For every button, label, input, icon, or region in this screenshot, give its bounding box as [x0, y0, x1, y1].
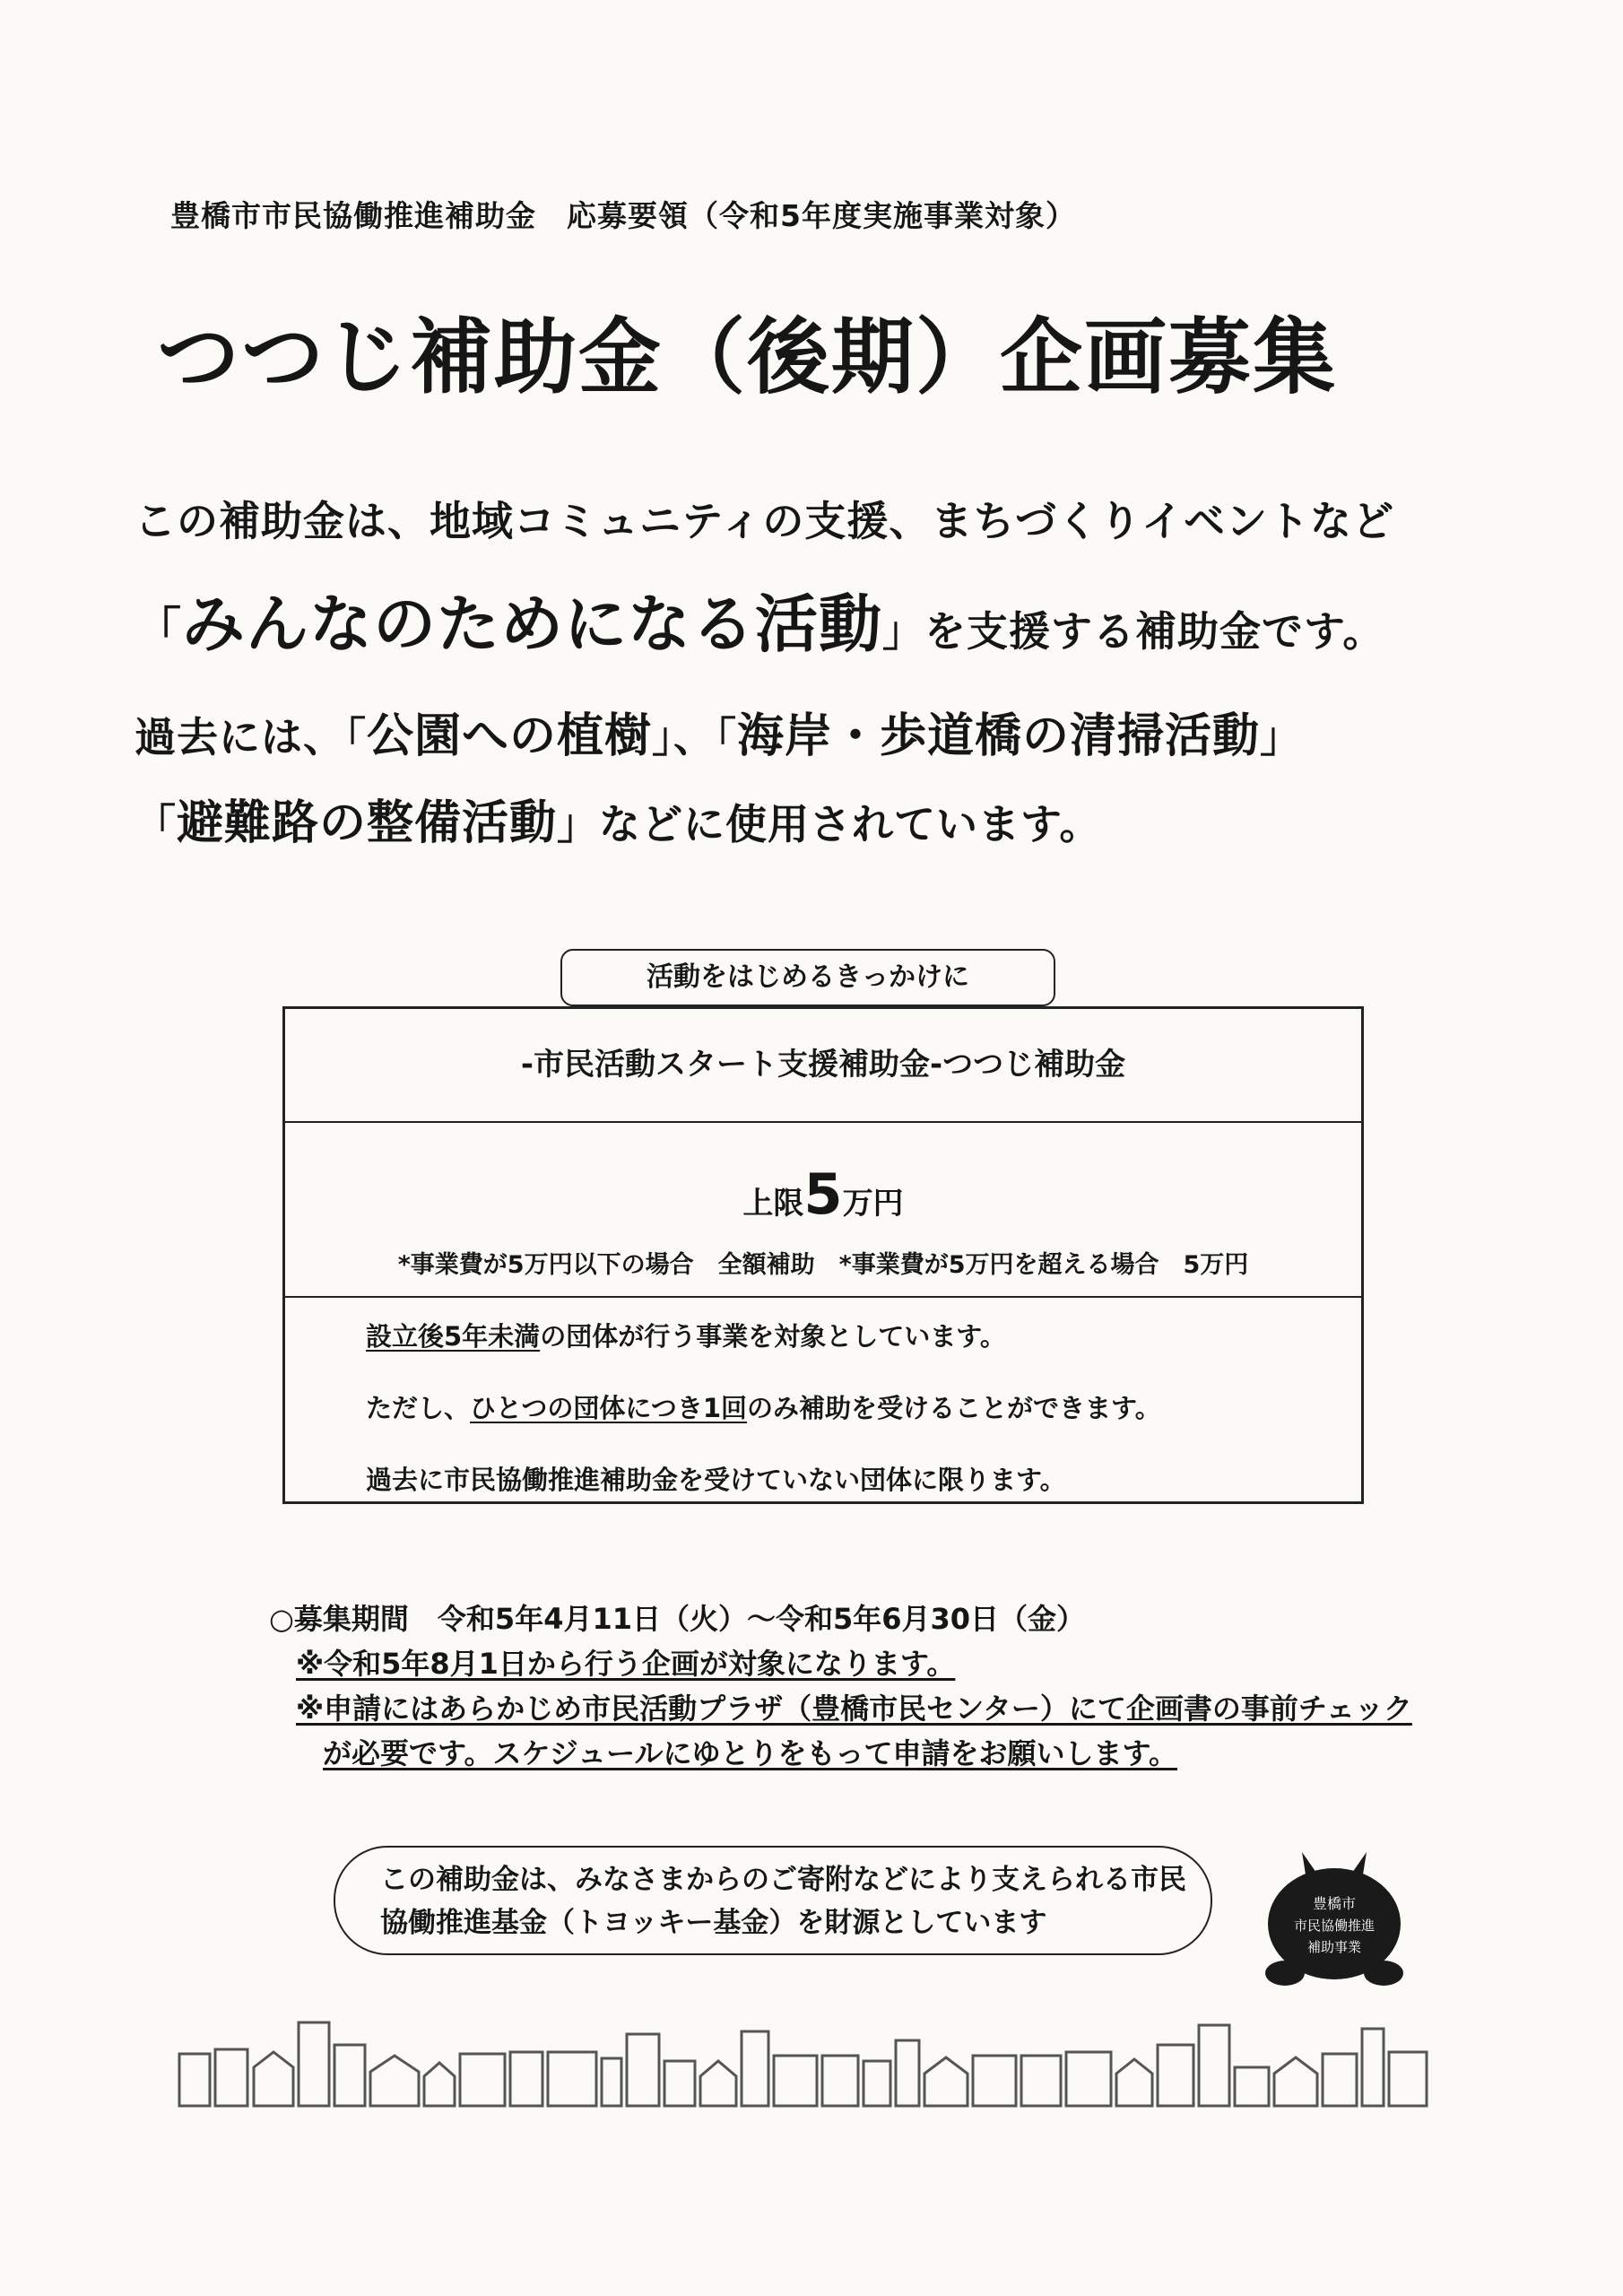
- limit-note: *事業費が5万円以下の場合 全額補助 *事業費が5万円を超える場合 5万円: [397, 1251, 1249, 1279]
- intro-line-4: [135, 785, 1101, 852]
- intro-line-1: この補助金は、地域コミュニティの支援、まちづくりイベントなど: [135, 497, 1394, 545]
- intro-line-2-rest: 」を支援する補助金です。: [882, 607, 1385, 656]
- mascot-hand-right: [1364, 1961, 1403, 1986]
- condition-1: [366, 1314, 1161, 1386]
- limit-amount: 5: [803, 1161, 843, 1227]
- period-note-3: [269, 1731, 1412, 1776]
- period-note-3-text: が必要です。スケジュールにゆとりをもって申請をお願いします。: [323, 1736, 1177, 1770]
- intro-line-3-mid: 」、「: [652, 713, 738, 761]
- seal-text-3: 補助事業: [1306, 1939, 1362, 1955]
- period-note-1: [269, 1641, 1412, 1686]
- box-tab-label: 活動をはじめるきっかけに: [560, 949, 1055, 1006]
- intro-line-4-rest: 」などに使用されています。: [557, 800, 1102, 848]
- seal-text-2: 市民協働推進: [1293, 1918, 1376, 1934]
- example-cleaning: 海岸・歩道橋の清掃活動: [737, 709, 1261, 763]
- page-title: つつじ補助金（後期）企画募集: [157, 309, 1338, 405]
- intro-emphasis: みんなのためになる活動: [182, 587, 883, 661]
- subsidy-limit-section: [285, 1121, 1361, 1298]
- application-period: [269, 1596, 1412, 1776]
- condition-1-underlined: 設立後5年未満: [366, 1321, 541, 1352]
- intro-line-3-pre: 過去には、「: [135, 713, 367, 761]
- fund-notice: [334, 1846, 1212, 1955]
- example-planting: 公園への植樹: [367, 709, 653, 763]
- condition-2-pre: ただし、: [366, 1393, 471, 1423]
- period-dates: ○募集期間 令和5年4月11日（火）～令和5年6月30日（金）: [269, 1602, 1086, 1636]
- toyokki-mascot-icon: [1263, 1848, 1406, 1991]
- period-note-2: [269, 1686, 1412, 1731]
- seal-text-1: 豊橋市: [1312, 1895, 1357, 1912]
- eligibility-conditions: [366, 1314, 1161, 1529]
- condition-2-underlined: ひとつの団体につき1回: [470, 1393, 748, 1423]
- subtitle: 豊橋市市民協働推進補助金 応募要領（令和5年度実施事業対象）: [170, 198, 1076, 233]
- limit-line: [285, 1161, 1361, 1227]
- intro-line-4-open: 「: [135, 800, 177, 848]
- fund-line-2: 協働推進基金（トヨッキー基金）を財源としています: [380, 1907, 1047, 1939]
- subsidy-title: -市民活動スタート支援補助金-つつじ補助金: [285, 1009, 1361, 1123]
- mascot-hand-left: [1265, 1961, 1305, 1986]
- limit-unit: 万円: [842, 1186, 904, 1222]
- subsidy-info-box: [282, 1006, 1364, 1504]
- limit-prefix: 上限: [742, 1186, 804, 1222]
- intro-line-3-end: 」: [1260, 713, 1303, 761]
- condition-2: [366, 1386, 1161, 1457]
- intro-line-3: [135, 698, 1302, 765]
- intro-quote-open: 「: [135, 604, 183, 657]
- condition-2-rest: のみ補助を受けることができます。: [747, 1393, 1161, 1423]
- example-evacuation: 避難路の整備活動: [177, 796, 558, 850]
- period-note-2-text: ※申請にはあらかじめ市民活動プラザ（豊橋市民センター）にて企画書の事前チェック: [296, 1692, 1412, 1726]
- condition-3: 過去に市民協働推進補助金を受けていない団体に限ります。: [366, 1465, 1066, 1495]
- town-skyline-icon: [175, 2018, 1430, 2108]
- period-note-1-text: ※令和5年8月1日から行う企画が対象になります。: [296, 1647, 956, 1681]
- condition-1-rest: の団体が行う事業を対象としています。: [540, 1321, 1006, 1352]
- intro-line-2: [135, 574, 1384, 665]
- fund-line-1: この補助金は、みなさまからのご寄附などにより支えられる市民: [380, 1864, 1186, 1896]
